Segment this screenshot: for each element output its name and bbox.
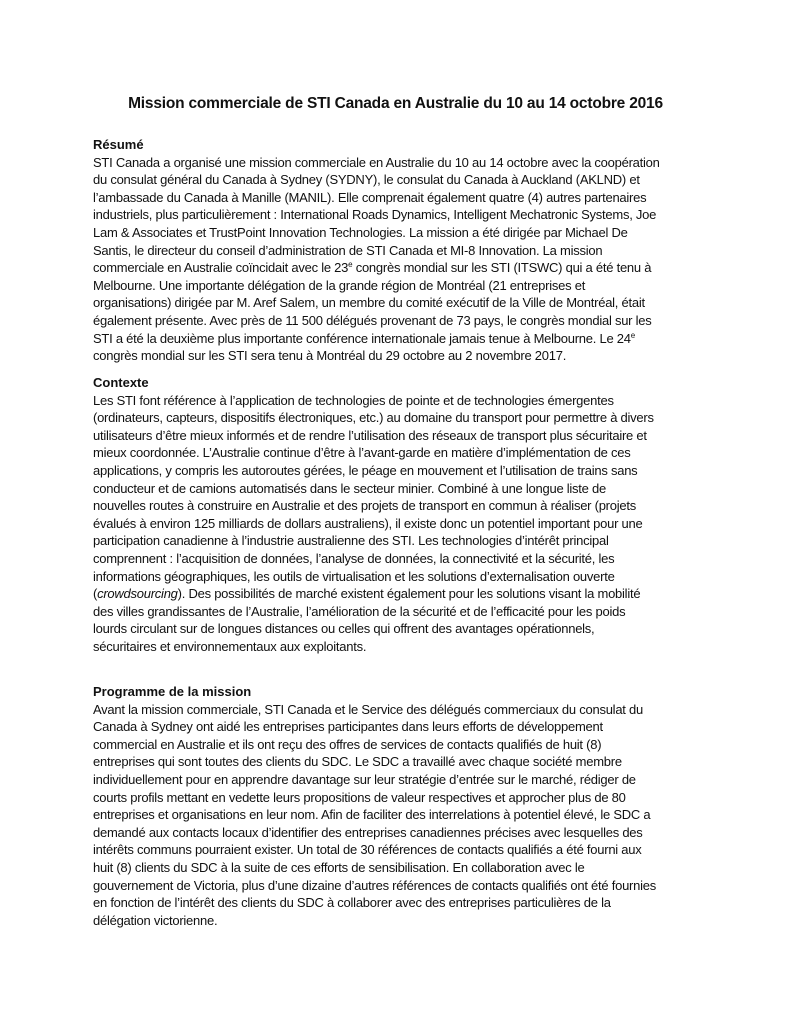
text-line: individuellement pour en apprendre davantage sur leur stratégie d’entrée sur le marché, rédiger de: [93, 771, 636, 787]
text-line: conducteur et de camions automatisés dans le secteur minier. Combiné à une longue liste de: [93, 480, 606, 496]
section-heading-programme: Programme de la mission: [93, 684, 252, 699]
section-resume: [93, 136, 715, 365]
section-heading-resume: Résumé: [93, 137, 144, 152]
section-paragraph-resume: [93, 154, 715, 365]
text-line: Les STI font référence à l’application de technologies de pointe et de technologies émergentes: [93, 392, 614, 408]
text-line: Melbourne. Une importante délégation de la grande région de Montréal (21 entreprises et: [93, 277, 586, 293]
text-line: STI Canada a organisé une mission commerciale en Australie du 10 au 14 octobre avec la coopération: [93, 154, 660, 170]
text-line: organisations) dirigée par M. Aref Salem, un membre du comité exécutif de la Ville de Montréal, était: [93, 295, 645, 311]
text-segment: ). Des possibilités de marché existent également pour les solutions visant la mobilité: [177, 586, 641, 602]
text-line: utilisateurs d’être mieux informés et de rendre l’utilisation des réseaux de transport plus sécuritaire et: [93, 427, 647, 443]
text-line: des villes grandissantes de l’Australie, l’amélioration de la sécurité et de l’efficacité pour les poids: [93, 603, 626, 619]
text-line: comprennent : l’acquisition de données, l’analyse de données, la connectivité et la sécurité, les: [93, 550, 615, 566]
text-segment: congrès mondial sur les STI (ITSWC) qui a été tenu à: [352, 260, 652, 276]
text-line: Lam & Associates et TrustPoint Innovation Technologies. La mission a été dirigée par Michael De: [93, 224, 628, 240]
text-line: évalués à environ 125 milliards de dollars australiens), il existe donc un potentiel important pour une: [93, 515, 643, 531]
text-line: congrès mondial sur les STI sera tenu à Montréal du 29 octobre au 2 novembre 2017.: [93, 348, 567, 364]
text-line: [93, 585, 715, 603]
section-paragraph-programme: [93, 701, 715, 930]
text-segment: (: [93, 586, 98, 602]
text-line: sécuritaires et environnementaux aux exploitants.: [93, 638, 367, 654]
text-segment: commerciale en Australie coïncidait avec le 23: [93, 260, 349, 276]
text-line: lourds circulant sur de longues distances ou celles qui offrent des avantages opérationnels,: [93, 621, 595, 637]
text-segment: STI a été la deuxième plus importante conférence internationale jamais tenue à Melbourne. Le 24: [93, 330, 631, 346]
text-line: intérêts communs pourraient exister. Un total de 30 références de contacts qualifiés a été fourni aux: [93, 842, 642, 858]
text-line: gouvernement de Victoria, plus d’une dizaine d’autres références de contacts qualifiés ont été fournies: [93, 877, 656, 893]
text-line: entreprises et organisations en leur nom. Afin de faciliter des interrelations à potentiel élevé, le SDC a: [93, 807, 651, 823]
section-contexte: [93, 374, 715, 656]
text-line: participation canadienne à l’industrie australienne des STI. Les technologies d’intérêt principal: [93, 533, 609, 549]
section-programme: [93, 683, 715, 929]
text-line: demandé aux contacts locaux d’identifier des entreprises canadiennes précises avec lesquelles des: [93, 824, 643, 840]
text-line: mieux coordonnée. L’Australie continue d’être à l’avant-garde en matière d’implémentation de ces: [93, 445, 631, 461]
text-line: courts profils mettant en vedette leurs propositions de valeur respectives et approcher plus de 80: [93, 789, 626, 805]
text-line: du consulat général du Canada à Sydney (SYDNY), le consulat du Canada à Auckland (AKLND) et: [93, 172, 640, 188]
text-line: industriels, plus particulièrement : International Roads Dynamics, Intelligent Mechatronic Systems, Joe: [93, 207, 657, 223]
text-line: délégation victorienne.: [93, 912, 218, 928]
text-line: Canada à Sydney ont aidé les entreprises participantes dans leurs efforts de développement: [93, 719, 603, 735]
text-line: [93, 330, 715, 348]
text-line: [93, 259, 715, 277]
italic-term: crowdsourcing: [97, 586, 178, 602]
text-line: l’ambassade du Canada à Manille (MANIL). Elle comprenait également quatre (4) autres partenaires: [93, 189, 647, 205]
text-line: nouvelles routes à construire en Australie et des projets de transport en commun à réaliser (projets: [93, 498, 636, 514]
text-line: informations géographiques, les outils de virtualisation et les solutions d’externalisation ouverte: [93, 568, 615, 584]
document-title: Mission commerciale de STI Canada en Australie du 10 au 14 octobre 2016: [128, 95, 663, 112]
text-line: Santis, le directeur du conseil d’administration de STI Canada et MI-8 Innovation. La mission: [93, 242, 603, 258]
superscript: e: [630, 330, 635, 340]
text-line: (ordinateurs, capteurs, dispositifs électroniques, etc.) au domaine du transport pour permettre à divers: [93, 410, 654, 426]
superscript: e: [348, 260, 353, 270]
text-line: en fonction de l’intérêt des clients du SDC à collaborer avec des entreprises particulières de la: [93, 895, 611, 911]
text-line: applications, y compris les autoroutes gérées, le péage en mouvement et l’utilisation de trains sans: [93, 462, 638, 478]
text-line: commercial en Australie et ils ont reçu des offres de services de contacts qualifiés de huit (8): [93, 736, 602, 752]
text-line: également présente. Avec près de 11 500 délégués provenant de 73 pays, le congrès mondial sur les: [93, 312, 652, 328]
section-paragraph-contexte: [93, 392, 715, 656]
text-line: entreprises qui sont toutes des clients du SDC. Le SDC a travaillé avec chaque société membre: [93, 754, 622, 770]
section-heading-contexte: Contexte: [93, 375, 149, 390]
text-line: Avant la mission commerciale, STI Canada et le Service des délégués commerciaux du consulat du: [93, 701, 643, 717]
text-line: huit (8) clients du SDC à la suite de ces efforts de sensibilisation. En collaboration avec le: [93, 859, 585, 875]
